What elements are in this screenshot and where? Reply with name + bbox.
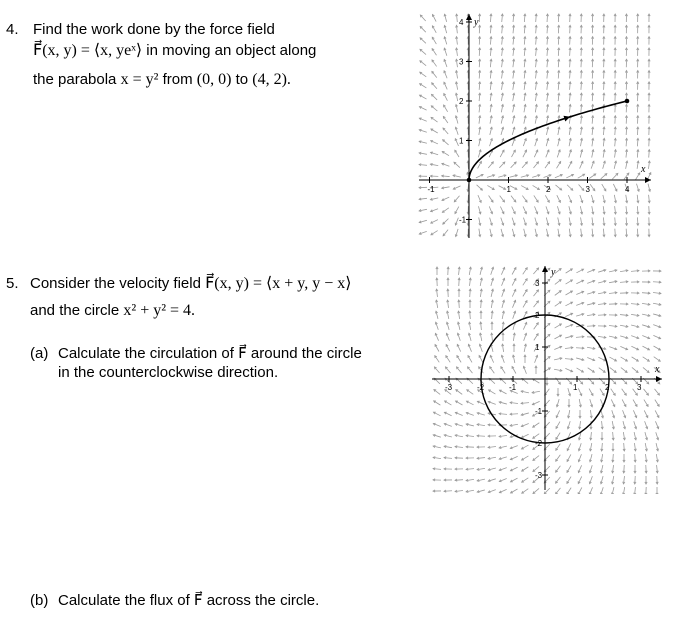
field-arrow (556, 455, 561, 462)
problem-4-line-1: Find the work done by the force field (33, 21, 275, 38)
field-arrow (534, 323, 539, 330)
problem-4-line-3-to: to (231, 71, 253, 88)
x-tick-label: -1 (427, 185, 435, 194)
field-arrow (643, 367, 649, 372)
field-arrow (420, 38, 426, 43)
y-tick-label: 1 (535, 343, 540, 352)
part-b-text: Calculate the flux of F⃗ across the circle. (58, 592, 320, 609)
field-arrow (488, 162, 493, 168)
problem-4-line-2 (33, 42, 316, 60)
field-arrow (567, 185, 573, 191)
field-arrow (579, 184, 584, 190)
field-arrow (456, 390, 462, 395)
field-arrow (590, 184, 595, 190)
field-arrow (420, 49, 426, 54)
field-arrow (490, 367, 495, 374)
field-arrow (533, 162, 538, 168)
field-arrow (454, 196, 459, 202)
field-arrow (621, 368, 627, 373)
field-arrow (533, 290, 538, 296)
vector-field-graph-5 (428, 262, 666, 494)
x-axis-arrowhead (656, 376, 662, 382)
field-arrow (555, 291, 561, 296)
y-tick-label: 1 (459, 136, 464, 146)
y-tick-label: 4 (459, 18, 464, 27)
parabola-equation: x = y² (120, 71, 159, 88)
field-arrow (622, 389, 627, 396)
y-axis-arrowhead (466, 14, 472, 20)
field-arrow (432, 71, 437, 77)
field-arrow (635, 487, 636, 494)
field-arrow (434, 390, 440, 395)
field-arrow (432, 60, 437, 67)
x-tick-label: 1 (573, 383, 578, 392)
field-arrow (556, 477, 561, 483)
problem-5-line-2 (30, 302, 195, 320)
start-point: (0, 0) (196, 71, 232, 88)
field-arrow (454, 162, 460, 167)
problem-4-line-3-head: the parabola (33, 71, 121, 88)
field-arrow (632, 367, 638, 372)
y-tick-label: 2 (535, 311, 540, 320)
problem-4-line-2-tail: in moving an object along (142, 42, 317, 59)
field-arrow (654, 357, 661, 362)
vector-field-arrows (433, 267, 661, 494)
end-point-dot (625, 99, 630, 104)
vector-field-graph-4 (415, 6, 655, 242)
field-arrow (601, 174, 607, 179)
field-arrow (611, 389, 615, 396)
field-arrow (589, 174, 596, 179)
field-arrow (431, 106, 437, 111)
x-axis-label: x (655, 364, 660, 375)
field-arrow (443, 140, 449, 145)
field-arrow (434, 367, 439, 373)
field-arrow (556, 466, 561, 472)
field-arrow (443, 230, 448, 236)
y-axis-label: y (551, 267, 556, 278)
field-arrow (432, 83, 437, 89)
problem-4-line-3 (33, 71, 291, 89)
force-field-expression: F⃗(x, y) = ⟨x, yeˣ⟩ (33, 42, 143, 59)
x-tick-label: -1 (509, 383, 517, 392)
start-point-dot (467, 178, 472, 183)
field-arrow (477, 185, 483, 190)
field-arrow (500, 196, 505, 202)
y-axis-label: y (474, 17, 479, 28)
part-a-label: (a) (30, 345, 49, 362)
field-arrow (601, 487, 603, 494)
field-arrow (523, 268, 528, 275)
y-tick-label: 3 (535, 279, 540, 288)
field-arrow (644, 389, 649, 395)
problem-5-line-1-text: Consider the velocity field (30, 275, 206, 292)
y-tick-label: -1 (459, 215, 467, 225)
end-point: (4, 2). (252, 71, 291, 88)
x-tick-label: 1 (506, 185, 511, 194)
field-arrow (420, 26, 426, 32)
field-arrow (522, 196, 527, 202)
field-arrow (643, 357, 650, 361)
field-arrow (445, 367, 450, 373)
field-arrow (431, 94, 437, 100)
field-arrow (442, 208, 449, 213)
field-arrow (533, 423, 540, 427)
x-tick-label: -3 (445, 383, 453, 392)
field-arrow (522, 478, 529, 482)
field-arrow (523, 279, 527, 286)
part-a-line-1: Calculate the circulation of F⃗ around the circle (58, 345, 362, 362)
circle-equation: x² + y² = 4. (123, 302, 196, 319)
field-arrow (432, 49, 436, 56)
problem-5-line-1 (30, 275, 351, 293)
field-arrow (655, 389, 660, 395)
field-arrow (489, 195, 493, 202)
x-tick-label: 3 (585, 185, 590, 194)
x-tick-label: -2 (477, 383, 485, 392)
y-axis-arrowhead (542, 266, 548, 272)
tick-marks (428, 18, 631, 225)
field-arrow (555, 185, 561, 190)
vector-field-arrows (419, 14, 651, 237)
field-arrow (555, 280, 561, 285)
field-arrow (555, 269, 561, 274)
field-arrow (533, 268, 538, 274)
field-arrow (567, 488, 571, 494)
y-tick-label: -3 (535, 471, 543, 480)
field-arrow (610, 368, 616, 373)
field-arrow (534, 195, 538, 202)
x-axis-label: x (641, 164, 646, 175)
field-arrow (588, 368, 595, 372)
field-arrow (446, 356, 450, 363)
field-arrow (443, 128, 448, 134)
field-arrow (467, 390, 474, 395)
problem-4-number: 4. (6, 21, 19, 38)
field-arrow (511, 196, 516, 202)
field-arrow (522, 162, 527, 168)
velocity-field-expression: F⃗(x, y) = ⟨x + y, y − x⟩ (205, 275, 352, 292)
part-a-line-2: in the counterclockwise direction. (58, 364, 279, 381)
field-arrow (533, 434, 539, 439)
field-arrow (599, 368, 605, 373)
field-arrow (624, 173, 629, 179)
field-arrow (443, 219, 449, 225)
field-arrow (420, 15, 425, 21)
field-arrow (545, 162, 550, 169)
field-arrow (534, 301, 539, 307)
x-tick-label: 3 (637, 383, 642, 392)
y-tick-label: 3 (459, 57, 464, 67)
axes (419, 14, 651, 238)
x-tick-label: 2 (546, 185, 551, 194)
part-b-label: (b) (30, 592, 49, 609)
field-arrow (522, 489, 529, 494)
y-tick-label: 2 (459, 97, 464, 106)
y-tick-label: -2 (535, 439, 543, 448)
x-tick-label: 4 (625, 185, 630, 194)
problem-5-number: 5. (6, 275, 19, 292)
field-arrow (499, 162, 505, 168)
field-arrow (431, 117, 437, 122)
field-arrow (435, 356, 440, 363)
field-arrow (468, 367, 473, 373)
field-arrow (555, 302, 562, 307)
problem-4-line-3-mid: from (158, 71, 197, 88)
problem-5-line-2-head: and the circle (30, 302, 124, 319)
field-arrow (420, 72, 427, 77)
x-tick-label: 2 (605, 383, 610, 392)
field-arrow (612, 173, 618, 179)
field-arrow (556, 444, 560, 451)
field-arrow (511, 162, 517, 168)
field-arrow (533, 488, 539, 493)
field-arrow (612, 487, 614, 494)
field-arrow (456, 367, 461, 373)
field-arrow (420, 61, 426, 66)
field-arrow (556, 488, 561, 494)
field-arrow (443, 116, 448, 123)
y-tick-label: -1 (535, 407, 543, 416)
field-arrow (533, 456, 539, 461)
